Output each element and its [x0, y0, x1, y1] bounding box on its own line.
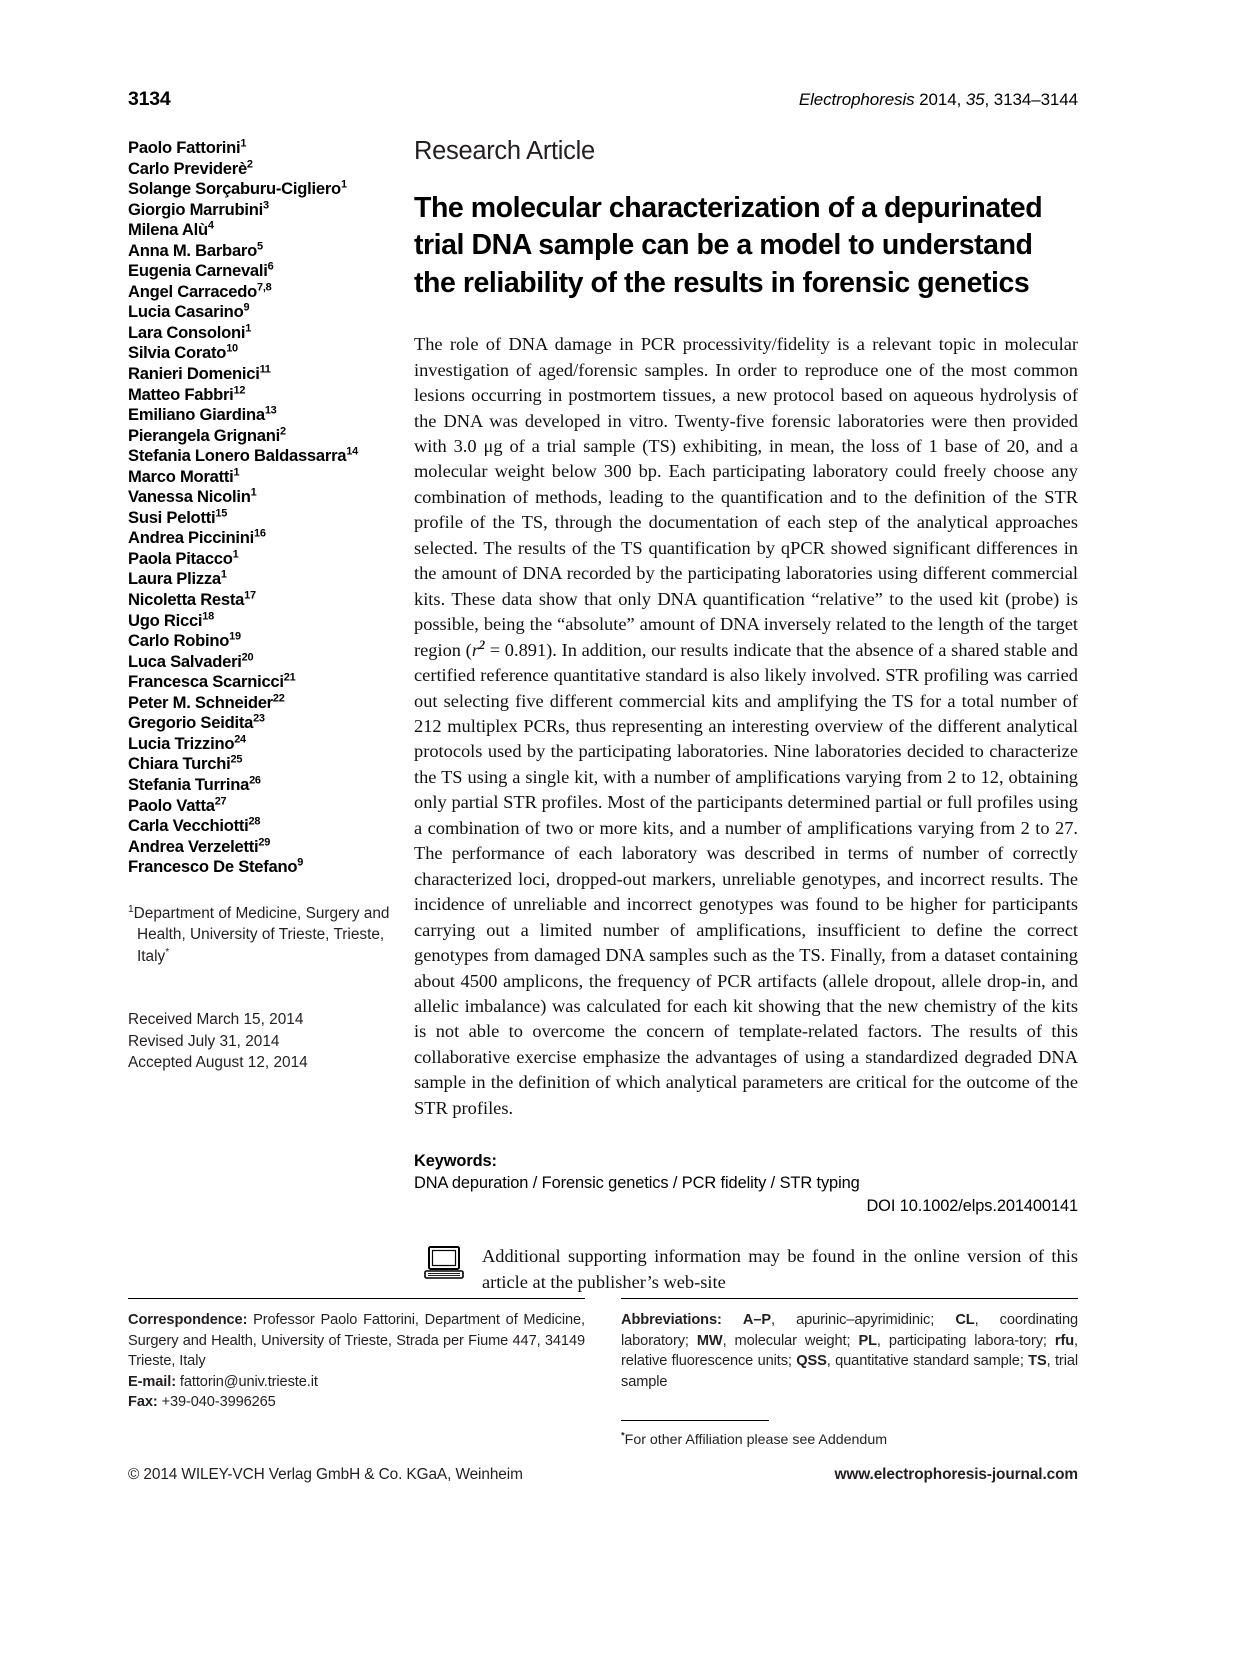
right-column — [414, 136, 1078, 1295]
keywords-block — [414, 1152, 1078, 1216]
author-entry — [128, 816, 396, 837]
author-entry — [128, 590, 396, 611]
author-name: Andrea Verzeletti — [128, 836, 259, 856]
author-name: Eugenia Carnevali — [128, 261, 268, 281]
affiliation-text: Department of Medicine, Surgery and Health, University of Trieste, Trieste, Italy — [133, 904, 390, 965]
author-affil-marker: 3 — [262, 199, 269, 212]
abbreviations-block — [621, 1298, 1078, 1450]
author-name: Carlo Robino — [128, 631, 230, 651]
author-affil-marker: 1 — [233, 466, 240, 479]
abbreviations-text — [621, 1310, 1078, 1392]
author-name: Gregorio Seidita — [128, 713, 254, 733]
author-entry — [128, 631, 396, 652]
author-list — [128, 138, 396, 878]
abbr-term: QSS — [796, 1353, 827, 1370]
email-label: E-mail: — [128, 1373, 176, 1390]
author-name: Solange Sorçaburu-Cigliero — [128, 179, 341, 199]
fax-label: Fax: — [128, 1394, 158, 1411]
author-affil-marker: 9 — [297, 856, 304, 869]
author-entry — [128, 179, 396, 200]
supporting-information — [414, 1244, 1078, 1295]
author-entry — [128, 302, 396, 323]
author-affil-marker: 29 — [258, 836, 271, 849]
author-affil-marker: 24 — [234, 733, 246, 746]
author-name: Nicoletta Resta — [128, 590, 245, 610]
affiliation-footnote — [621, 1409, 1078, 1450]
author-affil-marker: 15 — [215, 507, 228, 520]
author-name: Carlo Previderè — [128, 158, 247, 178]
laptop-icon — [424, 1246, 464, 1285]
history-dates — [128, 1009, 396, 1074]
footnote-area — [128, 1298, 1078, 1450]
author-name: Paola Pitacco — [128, 548, 233, 568]
author-affil-marker: 14 — [346, 445, 358, 458]
abbr-definition: , quantitative standard sample; — [826, 1353, 1029, 1370]
abbr-term: A–P — [742, 1312, 771, 1328]
author-name: Pierangela Grignani — [128, 425, 281, 445]
author-entry — [128, 775, 396, 796]
affiliation-star: * — [165, 946, 170, 958]
author-name: Paolo Fattorini — [128, 138, 241, 157]
doi-text: DOI 10.1002/elps.201400141 — [866, 1197, 1078, 1216]
author-entry — [128, 282, 396, 303]
abbr-definition: , participating labora-tory; — [876, 1332, 1055, 1349]
author-affil-marker: 27 — [214, 794, 227, 807]
journal-volume: 35 — [965, 90, 985, 109]
abbr-definition: , trial sample — [621, 1353, 1078, 1390]
author-name: Francesco De Stefano — [128, 857, 298, 877]
author-entry — [128, 323, 396, 344]
author-name: Ugo Ricci — [128, 610, 203, 630]
page-footer — [128, 1466, 1078, 1484]
date-received: Received March 15, 2014 — [128, 1011, 304, 1029]
page-title: The molecular characterization of a depurinated trial DNA sample can be a model to understand the reliability of the results in forensic genetics — [414, 192, 1043, 299]
author-entry — [128, 200, 396, 221]
author-entry — [128, 549, 396, 570]
fax-value: +39-040-3996265 — [157, 1394, 276, 1411]
author-affil-marker: 16 — [254, 527, 266, 540]
author-entry — [128, 652, 396, 673]
author-entry — [128, 364, 396, 385]
author-entry — [128, 385, 396, 406]
author-affil-marker: 12 — [233, 384, 246, 397]
left-column — [128, 138, 396, 1074]
author-entry — [128, 569, 396, 590]
author-name: Emiliano Giardina — [128, 405, 265, 425]
author-name: Susi Pelotti — [128, 507, 216, 527]
author-affil-marker: 20 — [241, 651, 254, 664]
author-entry — [128, 159, 396, 180]
author-entry — [128, 672, 396, 693]
author-entry — [128, 405, 396, 426]
author-name: Peter M. Schneider — [128, 692, 273, 712]
author-affil-marker: 1 — [220, 568, 227, 581]
abbreviations-label: Abbreviations: — [621, 1312, 722, 1328]
author-entry — [128, 611, 396, 632]
author-affil-marker: 18 — [202, 610, 214, 623]
author-affil-marker: 21 — [283, 671, 296, 684]
email-value[interactable]: fattorin@univ.trieste.it — [175, 1373, 318, 1390]
affiliation-footnote-text: For other Affiliation please see Addendum — [624, 1432, 888, 1449]
author-name: Lucia Trizzino — [128, 733, 235, 753]
author-affil-marker: 19 — [229, 630, 241, 643]
running-head — [128, 88, 1078, 111]
author-affil-marker: 2 — [280, 425, 286, 438]
author-affil-marker: 23 — [253, 712, 265, 725]
abbr-term: MW — [696, 1332, 723, 1349]
author-entry — [128, 508, 396, 529]
correspondence-block — [128, 1298, 585, 1450]
author-affil-marker: 22 — [272, 692, 285, 705]
abbr-definition: , apurinic–apyrimidinic; — [771, 1312, 956, 1328]
author-name: Stefania Lonero Baldassarra — [128, 446, 347, 466]
affiliation-block — [128, 903, 396, 968]
author-entry — [128, 467, 396, 488]
page-folio: 3134 — [128, 88, 171, 110]
author-affil-marker: 6 — [267, 260, 274, 273]
author-entry — [128, 693, 396, 714]
journal-citation — [799, 90, 1078, 110]
keywords-heading: Keywords: — [414, 1152, 497, 1171]
author-name: Angel Carracedo — [128, 281, 258, 301]
author-entry — [128, 796, 396, 817]
author-name: Milena Alù — [128, 220, 208, 240]
author-affil-marker: 11 — [259, 363, 271, 376]
author-name: Lara Consoloni — [128, 322, 246, 342]
author-affil-marker: 17 — [244, 589, 256, 602]
author-name: Paolo Vatta — [128, 795, 215, 815]
author-affil-marker: 1 — [340, 178, 347, 191]
keywords-list: DNA depuration / Forensic genetics / PCR fidelity / STR typing — [414, 1174, 860, 1193]
author-affil-marker: 9 — [243, 301, 250, 314]
author-name: Andrea Piccinini — [128, 528, 255, 548]
date-accepted: Accepted August 12, 2014 — [128, 1054, 308, 1072]
author-affil-marker: 5 — [257, 240, 263, 253]
author-entry — [128, 261, 396, 282]
author-affil-marker: 4 — [207, 219, 214, 232]
author-entry — [128, 343, 396, 364]
abbr-term: rfu — [1054, 1332, 1075, 1349]
author-name: Anna M. Barbaro — [128, 240, 258, 260]
author-name: Ranieri Domenici — [128, 364, 260, 384]
article-type-label: Research Article — [414, 137, 595, 165]
author-entry — [128, 754, 396, 775]
journal-name: Electrophoresis — [798, 90, 915, 109]
correspondence-text — [128, 1310, 585, 1413]
author-entry — [128, 734, 396, 755]
abstract-r-symbol: r — [471, 639, 479, 660]
author-affil-marker: 1 — [245, 322, 252, 335]
affiliation-footnote-rule — [621, 1420, 769, 1421]
abstract-r-exponent: 2 — [478, 637, 486, 652]
author-name: Luca Salvaderi — [128, 651, 242, 671]
author-name: Lucia Casarino — [128, 302, 244, 322]
author-affil-marker: 13 — [264, 404, 277, 417]
affiliation-marker: 1 — [128, 903, 134, 915]
author-entry — [128, 446, 396, 467]
footnote-rule-right — [621, 1298, 1078, 1299]
journal-pages: , 3134–3144 — [984, 90, 1078, 109]
abbr-term: CL — [955, 1312, 975, 1328]
abbr-definition: , coordinating laboratory; — [621, 1312, 1078, 1349]
author-name: Stefania Turrina — [128, 774, 250, 794]
author-entry — [128, 713, 396, 734]
correspondence-label: Correspondence: — [128, 1312, 248, 1328]
author-affil-marker: 7,8 — [257, 281, 272, 294]
author-name: Marco Moratti — [128, 466, 234, 486]
correspondence-address: Professor Paolo Fattorini, Department of Medicine, Surgery and Health, University of Trieste, Strada per Fiume 447, 34149 Trieste, Italy — [128, 1312, 585, 1370]
author-affil-marker: 2 — [246, 158, 253, 171]
author-entry — [128, 241, 396, 262]
abstract-part-2: = 0.891). In addition, our results indicate that the absence of a shared stable and certified reference quantitative standard is also likely involved. STR profiling was carried out selecting five different commercial kits and amplifying the TS for a total number of 212 multiplex PCRs, thus representing an interesting overview of the different analytical protocols used by the participating laboratories. Nine laboratories decided to characterize the TS using a single kit, with a number of amplifications varying from 2 to 12, obtaining only partial STR profiles. Most of the participants determined partial or full profiles using a combination of two or more kits, and a number of amplifications varying from 2 to 27. The performance of each laboratory was described in terms of number of correctly characterized loci, dropped-out markers, unreliable genotypes, and incorrect results. The incidence of unreliable and incorrect genotypes was found to be higher for participants carrying out a limited number of amplifications, insufficient to define the correct genotypes from damaged DNA samples such as the TS. Finally, from a dataset containing about 4500 amplicons, the frequency of PCR artifacts (allele dropout, allele drop-in, and allelic imbalance) was calculated for each kit showing that the new chemistry of the kits is not able to overcome the concern of template-related factors. The results of this collaborative exercise emphasize the advantages of using a standardized degraded DNA sample in the definition of which analytical parameters are critical for the outcome of the STR profiles. — [414, 639, 1078, 1118]
abbr-term: TS — [1028, 1353, 1047, 1370]
abbr-term: PL — [858, 1332, 877, 1349]
supporting-information-text: Additional supporting information may be found in the online version of this article at the publisher’s web-site — [482, 1246, 1078, 1292]
footnote-rule-left — [128, 1298, 585, 1299]
author-affil-marker: 1 — [250, 486, 257, 499]
author-name: Laura Plizza — [128, 569, 221, 589]
abbr-definition: , molecular weight; — [722, 1332, 859, 1349]
author-name: Vanessa Nicolin — [128, 487, 251, 507]
author-name: Matteo Fabbri — [128, 384, 234, 404]
author-name: Carla Vecchiotti — [128, 816, 249, 836]
author-affil-marker: 1 — [232, 548, 239, 561]
journal-website[interactable]: www.electrophoresis-journal.com — [834, 1466, 1078, 1483]
author-entry — [128, 528, 396, 549]
author-entry — [128, 220, 396, 241]
author-name: Giorgio Marrubini — [128, 199, 263, 219]
author-affil-marker: 25 — [230, 753, 243, 766]
author-entry — [128, 857, 396, 878]
affiliation-footnote-marker: * — [621, 1430, 625, 1441]
date-revised: Revised July 31, 2014 — [128, 1032, 280, 1050]
author-affil-marker: 1 — [240, 137, 247, 150]
abstract — [414, 332, 1078, 1121]
author-entry — [128, 837, 396, 858]
abbr-definition: , relative fluorescence units; — [621, 1332, 1078, 1370]
copyright-text: © 2014 WILEY-VCH Verlag GmbH & Co. KGaA, Weinheim — [128, 1466, 523, 1483]
journal-year: 2014, — [914, 90, 966, 109]
author-entry — [128, 487, 396, 508]
author-name: Silvia Corato — [128, 343, 227, 363]
author-entry — [128, 426, 396, 447]
author-name: Chiara Turchi — [128, 754, 231, 774]
author-affil-marker: 26 — [249, 774, 261, 787]
abstract-part-1: The role of DNA damage in PCR processivity/fidelity is a relevant topic in molecular investigation of aged/forensic samples. In order to reproduce one of the most common lesions occurring in postmortem tissues, a new protocol based on aqueous hydrolysis of the DNA was developed in vitro. Twenty-five forensic laboratories were then provided with 3.0 μg of a trial sample (TS) exhibiting, in mean, the loss of 1 base of 20, and a molecular weight below 300 bp. Each participating laboratory could freely choose any combination of methods, leading to the quantification and to the definition of the STR profile of the TS, through the documentation of each step of the analytical approaches selected. The results of the TS quantification by qPCR showed significant differences in the amount of DNA recorded by the participating laboratories using different commercial kits. These data show that only DNA quantification “relative” to the used kit (probe) is possible, being the “absolute” amount of DNA inversely related to the length of the target region ( — [414, 334, 1078, 660]
author-name: Francesca Scarnicci — [128, 672, 284, 692]
author-affil-marker: 10 — [226, 342, 238, 355]
author-entry — [128, 138, 396, 159]
author-affil-marker: 28 — [248, 815, 261, 828]
